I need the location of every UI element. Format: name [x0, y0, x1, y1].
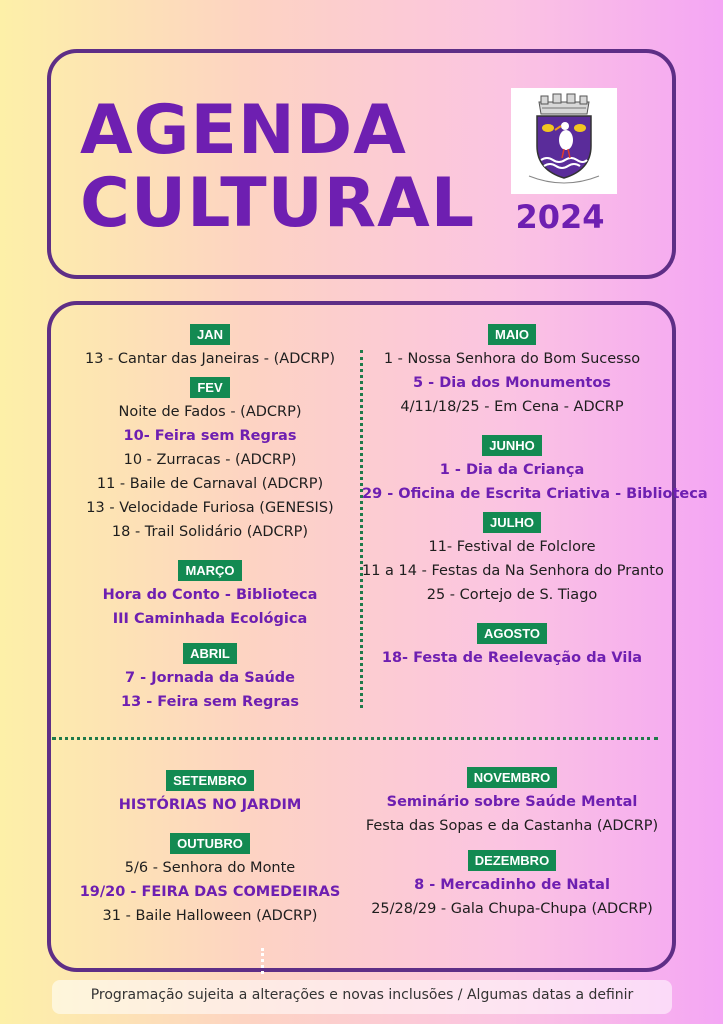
- event-item: 8 - Mercadinho de Natal: [414, 877, 610, 893]
- month-block: [362, 761, 662, 838]
- event-item: III Caminhada Ecológica: [112, 611, 308, 627]
- event-item: Seminário sobre Saúde Mental: [386, 794, 638, 810]
- month-badge: ABRIL: [183, 643, 237, 664]
- event-item: 11 - Baile de Carnaval (ADCRP): [96, 476, 324, 492]
- month-block: [362, 617, 662, 670]
- month-block: [362, 844, 662, 921]
- event-item: 31 - Baile Halloween (ADCRP): [102, 908, 318, 924]
- event-item: 25/28/29 - Gala Chupa-Chupa (ADCRP): [371, 901, 653, 917]
- month-block: [60, 318, 360, 371]
- event-item: 19/20 - FEIRA DAS COMEDEIRAS: [79, 884, 341, 900]
- month-badge: AGOSTO: [477, 623, 547, 644]
- month-badge: DEZEMBRO: [468, 850, 556, 871]
- footer-divider: [261, 948, 264, 974]
- year-label: 2024: [515, 198, 605, 236]
- event-item: 13 - Velocidade Furiosa (GENESIS): [86, 500, 334, 516]
- month-block: [60, 637, 360, 714]
- month-badge: NOVEMBRO: [467, 767, 558, 788]
- event-item: Festa das Sopas e da Castanha (ADCRP): [365, 818, 659, 834]
- event-item: 10 - Zurracas - (ADCRP): [123, 452, 297, 468]
- event-item: 18 - Trail Solidário (ADCRP): [111, 524, 309, 540]
- month-badge: SETEMBRO: [166, 770, 254, 791]
- event-item: 1 - Nossa Senhora do Bom Sucesso: [383, 351, 641, 367]
- event-item: 29 - Oficina de Escrita Criativa - Biblioteca: [362, 486, 708, 502]
- event-item: 13 - Feira sem Regras: [121, 694, 299, 710]
- month-block: [362, 506, 662, 607]
- month-block: [60, 371, 360, 544]
- event-item: Hora do Conto - Biblioteca: [102, 587, 318, 603]
- title-line-2: CULTURAL: [80, 164, 476, 243]
- month-badge: JULHO: [483, 512, 541, 533]
- municipal-crest-logo: [511, 88, 617, 194]
- event-item: 25 - Cortejo de S. Tiago: [426, 587, 598, 603]
- month-block: [362, 318, 662, 419]
- month-badge: JUNHO: [482, 435, 542, 456]
- event-item: 18- Festa de Reelevação da Vila: [381, 650, 643, 666]
- event-item: 13 - Cantar das Janeiras - (ADCRP): [85, 351, 335, 367]
- footer-note: Programação sujeita a alterações e novas inclusões / Algumas datas a definir: [90, 987, 634, 1003]
- event-item: 11 a 14 - Festas da Na Senhora do Pranto: [362, 563, 664, 579]
- crest-icon: [511, 88, 617, 194]
- month-badge: MAIO: [488, 324, 536, 345]
- month-block: [60, 827, 360, 928]
- event-item: 4/11/18/25 - Em Cena - ADCRP: [400, 399, 624, 415]
- event-item: 7 - Jornada da Saúde: [124, 670, 295, 686]
- month-block: [362, 429, 708, 506]
- month-badge: OUTUBRO: [170, 833, 250, 854]
- month-block: [60, 764, 360, 817]
- agenda-column-right: [362, 318, 708, 670]
- agenda-column-bottom-left: [60, 764, 360, 928]
- event-item: 11- Festival de Folclore: [428, 539, 596, 555]
- event-item: 10- Feira sem Regras: [123, 428, 297, 444]
- section-divider: [52, 737, 658, 740]
- event-item: Noite de Fados - (ADCRP): [118, 404, 302, 420]
- agenda-column-left: [60, 318, 360, 714]
- month-block: [60, 554, 360, 631]
- month-badge: FEV: [190, 377, 229, 398]
- month-badge: JAN: [190, 324, 230, 345]
- event-item: HISTÓRIAS NO JARDIM: [118, 797, 302, 813]
- agenda-column-bottom-right: [362, 761, 662, 921]
- title-line-1: AGENDA: [80, 91, 407, 170]
- event-item: 5 - Dia dos Monumentos: [413, 375, 611, 391]
- event-item: 5/6 - Senhora do Monte: [124, 860, 296, 876]
- month-badge: MARÇO: [178, 560, 241, 581]
- event-item: 1 - Dia da Criança: [439, 462, 585, 478]
